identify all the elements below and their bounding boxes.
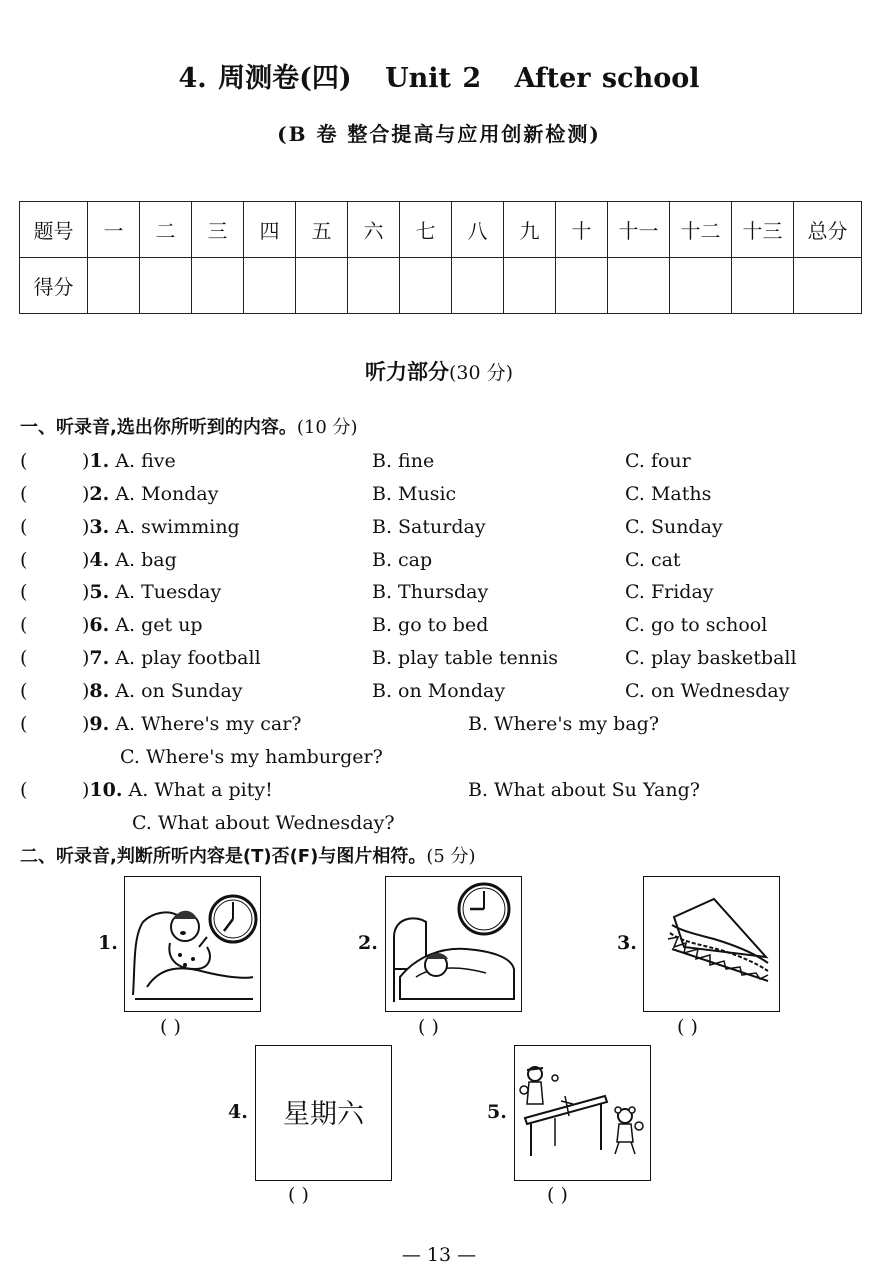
score-col: 二 — [140, 202, 192, 258]
answer-paren[interactable]: ( — [20, 516, 28, 538]
question-item: )10. A. What a pity! — [82, 779, 273, 801]
option-c: C. Friday — [625, 581, 714, 603]
page-title — [0, 56, 878, 95]
answer-paren[interactable]: ( — [20, 549, 28, 571]
score-col: 十二 — [670, 202, 732, 258]
question-number: 4. — [89, 549, 110, 571]
picture-number: 5. — [487, 1101, 507, 1123]
question-number: 8. — [89, 680, 110, 702]
picture-number: 2. — [358, 932, 378, 954]
score-col: 八 — [452, 202, 504, 258]
option-a: A. Monday — [115, 483, 219, 505]
option-b: B. Music — [372, 483, 457, 505]
question-number: 1. — [89, 450, 110, 472]
picture-number: 3. — [617, 932, 637, 954]
option-b: B. play table tennis — [372, 647, 559, 669]
question-item: )4. A. bag — [82, 549, 177, 571]
answer-paren[interactable]: ( — [20, 581, 28, 603]
option-b: B. Saturday — [372, 516, 486, 538]
option-c: C. Sunday — [625, 516, 723, 538]
score-table — [19, 201, 862, 314]
question-item: )2. A. Monday — [82, 483, 219, 505]
answer-paren[interactable]: ( — [20, 483, 28, 505]
answer-paren[interactable]: ( — [20, 614, 28, 636]
option-c: C. go to school — [625, 614, 768, 636]
question-item: )6. A. get up — [82, 614, 203, 636]
score-col: 一 — [88, 202, 140, 258]
answer-paren[interactable]: ( — [20, 450, 28, 472]
option-c: C. Where's my hamburger? — [120, 746, 383, 768]
picture-number: 1. — [98, 932, 118, 954]
score-cell[interactable] — [608, 258, 670, 314]
boy-sleeping-clock-nine-icon — [385, 876, 522, 1012]
question-item: )3. A. swimming — [82, 516, 240, 538]
option-a: A. on Sunday — [115, 680, 243, 702]
score-col: 十 — [556, 202, 608, 258]
score-cell[interactable] — [452, 258, 504, 314]
score-col: 三 — [192, 202, 244, 258]
page-number: — 13 — — [401, 1244, 477, 1266]
weekday-text: 星期六 — [283, 1099, 364, 1130]
option-c: C. on Wednesday — [625, 680, 790, 702]
option-c: C. What about Wednesday? — [132, 812, 395, 834]
score-cell[interactable] — [244, 258, 296, 314]
listening-title: 听力部分 — [364, 360, 449, 384]
score-col: 五 — [296, 202, 348, 258]
option-c: C. cat — [625, 549, 681, 571]
score-row-label: 得分 — [20, 258, 88, 314]
question-item: )8. A. on Sunday — [82, 680, 243, 702]
answer-blank[interactable]: ( ) — [288, 1184, 309, 1206]
option-a: A. get up — [115, 614, 203, 636]
score-cell[interactable] — [140, 258, 192, 314]
score-col: 九 — [504, 202, 556, 258]
score-cell[interactable] — [670, 258, 732, 314]
part2-heading — [20, 842, 476, 868]
sandwich-icon — [643, 876, 780, 1012]
option-a: A. five — [115, 450, 176, 472]
score-col: 十一 — [608, 202, 670, 258]
option-b: B. Where's my bag? — [468, 713, 660, 735]
option-c: C. four — [625, 450, 691, 472]
score-header-row — [20, 202, 862, 258]
title-name: After school — [514, 63, 700, 94]
score-cell[interactable] — [296, 258, 348, 314]
score-cell[interactable] — [556, 258, 608, 314]
part2-title: 二、听录音,判断所听内容是(T)否(F)与图片相符。 — [20, 846, 427, 867]
question-number: 9. — [89, 713, 110, 735]
answer-paren[interactable]: ( — [20, 680, 28, 702]
score-col: 十三 — [732, 202, 794, 258]
question-item: )9. A. Where's my car? — [82, 713, 302, 735]
table-tennis-icon — [514, 1045, 651, 1181]
score-cell[interactable] — [348, 258, 400, 314]
answer-paren[interactable]: ( — [20, 713, 28, 735]
answer-blank[interactable]: ( ) — [160, 1016, 181, 1038]
option-a: A. bag — [115, 549, 177, 571]
title-unit: Unit 2 — [385, 63, 482, 94]
score-cell[interactable] — [88, 258, 140, 314]
score-col: 六 — [348, 202, 400, 258]
listening-points: (30 分) — [448, 362, 514, 384]
option-b: B. on Monday — [372, 680, 506, 702]
score-col: 七 — [400, 202, 452, 258]
answer-blank[interactable]: ( ) — [418, 1016, 439, 1038]
question-number: 5. — [89, 581, 110, 603]
part1-points: (10 分) — [296, 417, 358, 438]
score-cell-total[interactable] — [794, 258, 862, 314]
score-col-total: 总分 — [794, 202, 862, 258]
option-a: A. swimming — [115, 516, 240, 538]
score-header-label: 题号 — [20, 202, 88, 258]
title-chinese: 周测卷(四) — [218, 63, 352, 94]
option-b: B. cap — [372, 549, 433, 571]
option-b: B. Thursday — [372, 581, 489, 603]
question-number: 3. — [89, 516, 110, 538]
question-item: )5. A. Tuesday — [82, 581, 222, 603]
weekday-card — [255, 1045, 392, 1181]
part1-title: 一、听录音,选出你所听到的内容。 — [20, 417, 297, 438]
option-c: C. play basketball — [625, 647, 797, 669]
picture-number: 4. — [228, 1101, 248, 1123]
answer-paren[interactable]: ( — [20, 647, 28, 669]
score-cell[interactable] — [504, 258, 556, 314]
boy-yawning-clock-seven-icon — [124, 876, 261, 1012]
option-b: B. go to bed — [372, 614, 489, 636]
question-number: 10. — [89, 779, 123, 801]
listening-heading — [0, 356, 878, 386]
answer-blank[interactable]: ( ) — [677, 1016, 698, 1038]
question-number: 6. — [89, 614, 110, 636]
score-cell[interactable] — [400, 258, 452, 314]
question-number: 7. — [89, 647, 110, 669]
option-b: B. What about Su Yang? — [468, 779, 700, 801]
page-subtitle: (B 卷 整合提高与应用创新检测) — [277, 122, 601, 146]
option-c: C. Maths — [625, 483, 712, 505]
answer-blank[interactable]: ( ) — [547, 1184, 568, 1206]
question-item: )7. A. play football — [82, 647, 261, 669]
part2-points: (5 分) — [426, 846, 476, 867]
option-b: B. fine — [372, 450, 435, 472]
question-item: )1. A. five — [82, 450, 176, 472]
score-value-row — [20, 258, 862, 314]
answer-paren[interactable]: ( — [20, 779, 28, 801]
question-number: 2. — [89, 483, 110, 505]
option-a: A. What a pity! — [128, 779, 273, 801]
score-col: 四 — [244, 202, 296, 258]
score-cell[interactable] — [192, 258, 244, 314]
option-a: A. Where's my car? — [115, 713, 302, 735]
option-a: A. Tuesday — [115, 581, 222, 603]
score-cell[interactable] — [732, 258, 794, 314]
title-number: 4. — [178, 63, 207, 94]
part1-heading — [20, 413, 358, 439]
option-a: A. play football — [115, 647, 261, 669]
